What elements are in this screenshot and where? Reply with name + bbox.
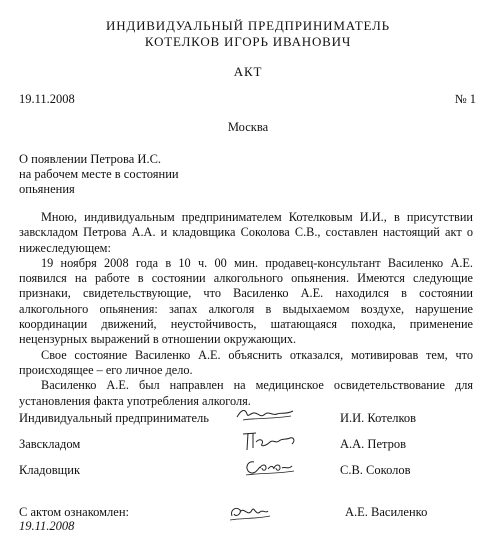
signature-role-entrepreneur: Индивидуальный предприниматель [19, 411, 209, 425]
acknowledgement-label: С актом ознакомлен: [19, 505, 129, 519]
acknowledgement-name: А.Е. Василенко [345, 505, 428, 519]
header-line-2: КОТЕЛКОВ ИГОРЬ ИВАНОВИЧ [144, 34, 352, 49]
document-title: АКТ [233, 64, 263, 79]
signature-role-storekeeper: Кладовщик [19, 463, 81, 477]
act-body [19, 210, 473, 409]
document-date: 19.11.2008 [19, 92, 75, 106]
signature-petrov-icon [240, 428, 300, 454]
paragraph-facts: 19 ноября 2008 года в 10 ч. 00 мин. продавец-консультант Василенко А.Е. появился на работе в состоянии алкогольного опьянения. Имеются следующие признаки, свидетельствующие, что Василенко А.Е. находился в состоянии алкогольного опьянения: запах алкоголя в выдыхаемом воздухе, нарушение координации движений, неустойчивость, шатающаяся походка, применение нецензурных выражений в отношении окружающих. [19, 255, 473, 347]
paragraph-explanation: Свое состояние Василенко А.Е. объяснить отказался, мотивировав тем, что происходящее – его личное дело. [19, 347, 473, 377]
signature-name-warehouse-head: А.А. Петров [340, 437, 407, 451]
subject-line-3: опьянения [19, 182, 75, 196]
city: Москва [227, 120, 269, 134]
paragraph-intro: Мною, индивидуальным предпринимателем Котелковым И.И., в присутствии завскладом Петрова А.А. и кладовщика Соколова С.В., составлен настоящий акт о нижеследующем: [19, 210, 473, 255]
subject-line-2: на рабочем месте в состоянии [19, 167, 179, 181]
signature-name-entrepreneur: И.И. Котелков [340, 411, 417, 425]
signature-kotelkov-icon [233, 402, 297, 426]
subject-line-1: О появлении Петрова И.С. [19, 152, 162, 166]
signature-role-warehouse-head: Завскладом [19, 437, 81, 451]
acknowledgement-date: 19.11.2008 [19, 519, 75, 533]
paragraph-referral: Василенко А.Е. был направлен на медицинское освидетельствование для установления факта употребления алкоголя. [19, 378, 473, 408]
header-line-1: ИНДИВИДУАЛЬНЫЙ ПРЕДПРИНИМАТЕЛЬ [106, 18, 390, 33]
signature-sokolov-icon [240, 454, 300, 480]
signature-name-storekeeper: С.В. Соколов [340, 463, 411, 477]
document-number: № 1 [454, 92, 476, 106]
signature-vasilenko-icon [226, 500, 276, 526]
